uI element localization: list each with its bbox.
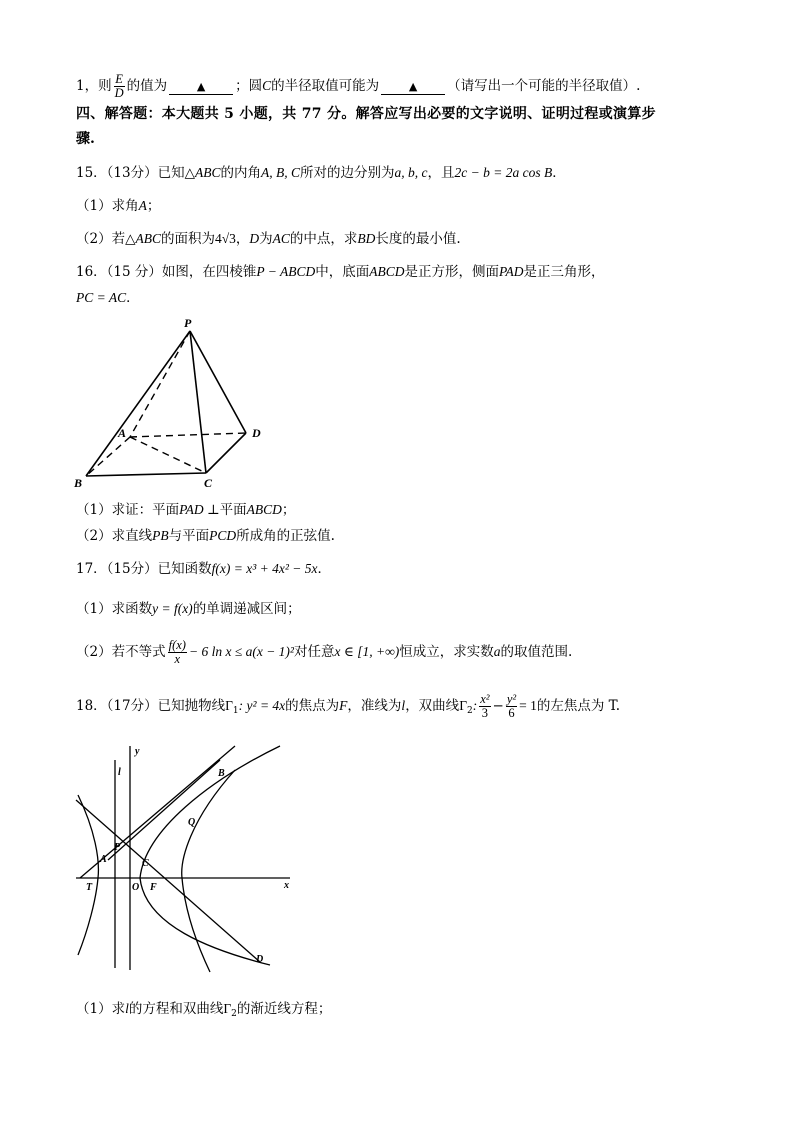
text-fragment: 16．（15 分）如图，在四棱锥 (76, 264, 257, 280)
text-fragment: Γ (223, 1001, 232, 1016)
text: 1，则 (76, 78, 112, 94)
text-fragment: A (138, 198, 147, 213)
answer-blank-1 (169, 80, 233, 95)
text-fragment: ． (126, 290, 140, 306)
text-fragment: 的面积为 (160, 231, 215, 247)
text-fragment: （1）求证：平面 (76, 502, 180, 518)
text-fragment: y = f(x) (152, 601, 193, 616)
text-fragment: x² (480, 692, 490, 706)
text-fragment: ABCD (369, 264, 405, 279)
text-fragment: 对任意 (293, 644, 335, 660)
label-t: T (86, 882, 93, 893)
edge-ad-hidden (130, 433, 246, 437)
text-fragment: 4√3 (214, 231, 236, 246)
text-fragment: 的取值范围. (500, 644, 573, 660)
edge-pd (190, 331, 246, 433)
text-fragment: 2 (231, 1009, 237, 1019)
text-fragment: F (339, 698, 348, 713)
text: ；圆 (235, 78, 263, 94)
q16-stem-cont (76, 289, 140, 307)
text-fragment: PC = AC (76, 290, 127, 305)
text-fragment: 的焦点为 (285, 698, 340, 714)
text-fragment: − 6 ln x ≤ a(x − 1)² (188, 644, 294, 659)
triangle-mark: ▲ (196, 80, 206, 93)
text-fragment: : (472, 698, 478, 713)
text-fragment: BD (357, 231, 376, 246)
text-fragment: PCD (209, 528, 237, 543)
text-fragment: AC (272, 231, 290, 246)
hyperbola-right-branch (182, 770, 235, 972)
edge-pc (190, 331, 206, 473)
q17-stem (76, 560, 331, 578)
q15-stem (76, 164, 566, 182)
text-fragment: （1）求函数 (76, 601, 153, 617)
text-fragment: f(x) = x³ + 4x² − 5x (211, 561, 318, 576)
text: （请写出一个可能的半径取值）. (447, 78, 641, 94)
text-fragment: x (174, 652, 181, 666)
text-fragment: a, b, c (394, 165, 428, 180)
fraction-y2-over-6 (506, 693, 517, 720)
text-fragment: （2）若不等式 (76, 644, 166, 660)
label-a: A (100, 854, 107, 865)
q18-part1 (76, 1000, 331, 1023)
label-a: A (118, 426, 127, 440)
q15-part2 (76, 230, 461, 248)
edge-ac-hidden (130, 437, 206, 473)
math: C (262, 78, 272, 93)
text-fragment: （2）若△ (76, 231, 136, 247)
text-fragment: 是正方形，侧面 (404, 264, 500, 280)
text-fragment: D (249, 231, 260, 246)
text-fragment: ，准线为 (347, 698, 402, 714)
frac-num: E (115, 72, 123, 86)
text-fragment: ABC (135, 231, 161, 246)
edge-pa-hidden (130, 331, 190, 437)
parabola (140, 746, 280, 965)
q17-part1 (76, 600, 301, 618)
text-fragment: ，且 (427, 165, 455, 181)
pyramid-figure (70, 315, 270, 490)
q18-stem (76, 692, 620, 725)
label-y: y (135, 746, 140, 757)
text-fragment: ABC (195, 165, 221, 180)
text-fragment: 2 (467, 706, 473, 716)
label-b: B (74, 476, 83, 490)
fraction-fx-over-x (168, 639, 187, 666)
text-fragment: 所对的边分别为 (300, 165, 395, 181)
q16-stem (76, 263, 605, 281)
label-c: C (204, 476, 213, 490)
text-fragment: f(x) (168, 638, 186, 652)
text-fragment: ，双曲线 (405, 698, 460, 714)
section-heading-text: 骤. (76, 131, 95, 147)
text-fragment: : y² = 4x (238, 698, 286, 713)
parabola-hyperbola-figure (70, 740, 300, 980)
text-fragment: x ∈ [1, +∞) (334, 644, 400, 659)
fraction-e-over-d (114, 73, 125, 100)
edge-pb (86, 331, 190, 476)
text-fragment: ． (317, 561, 331, 577)
text-fragment: − (492, 698, 504, 714)
line-pq (108, 760, 220, 860)
q16-part2 (76, 527, 335, 545)
text-fragment: PAD (499, 264, 524, 279)
text-fragment: A, B, C (261, 165, 300, 180)
label-b: B (218, 768, 225, 779)
text-fragment: 6 (508, 706, 515, 720)
text-fragment: 的中点，求 (289, 231, 358, 247)
label-d: D (252, 426, 261, 440)
text-fragment: 中，底面 (315, 264, 370, 280)
text-fragment: a (493, 644, 501, 659)
text-fragment: l (401, 698, 406, 713)
text-fragment: PB (152, 528, 169, 543)
text-fragment: 平面 (219, 502, 247, 518)
label-d: D (256, 954, 264, 965)
text-fragment: 18．（17分）已知抛物线 (76, 698, 226, 714)
section-heading-cont (76, 130, 95, 148)
edge-cd (206, 433, 246, 473)
frac-den: D (114, 86, 124, 100)
triangle-mark: ▲ (408, 80, 418, 93)
text-fragment: 恒成立，求实数 (399, 644, 494, 660)
text: 的值为 (126, 78, 168, 94)
text-fragment: 长度的最小值. (375, 231, 461, 247)
text: 的半径取值可能为 (271, 78, 380, 94)
section-heading-text: 四、解答题：本大题共 5 小题，共 77 分。解答应写出必要的文字说明、证明过程或演算步 (76, 106, 656, 122)
text-fragment: 的左焦点为 T. (536, 698, 620, 714)
label-p: P (184, 316, 192, 330)
hyperbola-left-branch (78, 795, 98, 955)
text-fragment: PAD ⊥ (179, 502, 220, 517)
label-f: F (150, 882, 157, 893)
text-fragment: 为 (259, 231, 273, 247)
text-fragment: ； (281, 502, 296, 518)
fraction-x2-over-3 (479, 693, 490, 720)
q16-part1 (76, 501, 295, 519)
text-fragment: Γ (459, 698, 467, 713)
text-fragment: ． (552, 165, 566, 181)
text-fragment: （1）求角 (76, 198, 139, 214)
text-fragment: 的单调递减区间； (192, 601, 301, 617)
text-fragment: = 1 (519, 698, 537, 713)
text-fragment: y² (506, 692, 517, 706)
label-o: O (132, 882, 140, 893)
edge-ab-hidden (86, 437, 130, 476)
text-fragment: 2c − b = 2a cos B (454, 165, 553, 180)
text-fragment: 所成角的正弦值. (236, 528, 335, 544)
label-p: P (114, 842, 121, 853)
text-fragment: 的内角 (220, 165, 261, 181)
edge-bc (86, 473, 206, 476)
text-fragment: 的渐近线方程； (236, 1001, 332, 1017)
text-fragment: Γ (225, 698, 233, 713)
text-fragment: 与平面 (168, 528, 210, 544)
text-fragment: ， (235, 231, 250, 247)
text-fragment: 的方程和双曲线 (128, 1001, 224, 1017)
text-fragment: 15．（13分）已知△ (76, 165, 195, 181)
q14-tail-line (76, 73, 640, 100)
text-fragment: （1）求 (76, 1001, 126, 1017)
label-q: Q (188, 817, 196, 828)
text-fragment: 是正三角形， (523, 264, 605, 280)
text-fragment: l (125, 1001, 129, 1016)
label-l: l (118, 767, 121, 778)
q15-part1 (76, 197, 160, 215)
text-fragment: ABCD (246, 502, 282, 517)
q17-part2 (76, 638, 572, 666)
text-fragment: 1 (232, 706, 239, 716)
text-fragment: 3 (481, 706, 488, 720)
label-c: C (142, 858, 149, 869)
text-fragment: P − ABCD (256, 264, 316, 279)
text-fragment: ； (146, 198, 161, 214)
label-x: x (284, 880, 289, 891)
text-fragment: （2）求直线 (76, 528, 153, 544)
answer-blank-2 (381, 80, 445, 95)
text-fragment: 17．（15分）已知函数 (76, 561, 212, 577)
section-heading (76, 105, 656, 123)
